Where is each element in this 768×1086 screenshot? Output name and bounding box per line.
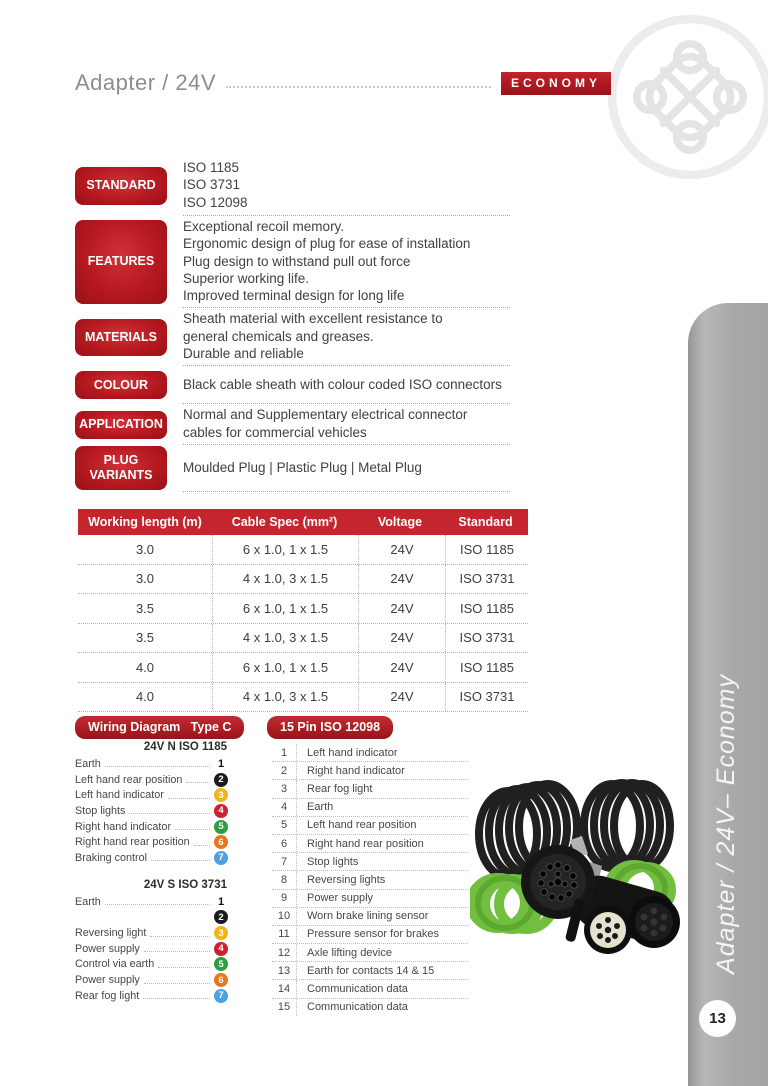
wiring-pin-label: Power supply xyxy=(75,974,140,987)
table-cell: 4.0 xyxy=(135,659,155,675)
pin15-number: 7 xyxy=(280,855,288,868)
table-cell: 24V xyxy=(358,535,445,564)
wiring-pin-row xyxy=(75,910,228,926)
table-cell: 24V xyxy=(358,653,445,682)
spec-line: Plug design to withstand pull out force xyxy=(183,253,411,269)
wiring-pin-leader xyxy=(143,997,210,999)
side-tab xyxy=(688,303,768,1086)
pin-number-circle: 4 xyxy=(214,942,228,956)
wiring-pin-row xyxy=(75,772,228,788)
table-cell: 3.5 xyxy=(135,630,155,646)
wiring-pin-label: Right hand indicator xyxy=(75,820,172,833)
wiring-pin-row xyxy=(75,834,228,850)
wiring-subtitle: 24V N ISO 1185 xyxy=(143,741,227,753)
pin15-label: Reversing lights xyxy=(296,871,468,888)
spec-section-2 xyxy=(75,308,510,366)
spec-line: Moulded Plug | Plastic Plug | Metal Plug xyxy=(183,459,422,475)
wiring-pin-row xyxy=(75,819,228,835)
economy-badge: ECONOMY xyxy=(501,72,611,95)
product-photo-coiled-cables xyxy=(470,770,690,966)
table-header-cell: Standard xyxy=(458,515,513,529)
spec-section-5 xyxy=(75,445,510,492)
table-cell: 3.5 xyxy=(135,600,155,616)
wiring-pin-row xyxy=(75,957,228,973)
spec-label: PLUG VARIANTS xyxy=(75,446,167,490)
pin15-row xyxy=(272,744,468,762)
spec-line: Exceptional recoil memory. xyxy=(183,219,345,234)
spec-line: Improved terminal design for long life xyxy=(183,288,405,304)
spec-section-4 xyxy=(75,404,510,445)
spec-label: FEATURES xyxy=(75,220,167,304)
table-cell: 4 x 1.0, 3 x 1.5 xyxy=(212,624,358,653)
wiring-pin-label: Left hand indicator xyxy=(75,789,164,802)
table-cell: 6 x 1.0, 1 x 1.5 xyxy=(212,653,358,682)
pin15-row xyxy=(272,890,468,908)
pin-number-circle: 3 xyxy=(214,926,228,940)
table-cell: 24V xyxy=(358,683,445,712)
pin-number-circle: 1 xyxy=(217,895,225,908)
pin-number-circle: 4 xyxy=(214,804,228,818)
wiring-pin-row xyxy=(75,925,228,941)
pin15-row xyxy=(272,962,468,980)
table-header-cell: Cable Spec (mm²) xyxy=(231,515,338,529)
pin15-number: 9 xyxy=(280,892,288,905)
wiring-pin-row xyxy=(75,803,228,819)
pin15-label: Stop lights xyxy=(296,853,468,870)
wiring-pin-leader xyxy=(186,781,210,783)
wiring-pin-label: Control via earth xyxy=(75,958,155,971)
wiring-pin-label: Earth xyxy=(75,757,101,770)
wiring-group-0 xyxy=(75,741,228,866)
table-cell: ISO 3731 xyxy=(445,565,528,594)
wiring-pin-leader xyxy=(144,950,210,952)
page-title: Adapter / 24V xyxy=(75,70,217,95)
spec-label: STANDARD xyxy=(75,167,167,205)
table-cell: ISO 1185 xyxy=(445,535,528,564)
wiring-subtitle: 24V S ISO 3731 xyxy=(143,878,227,891)
wiring-pin-leader xyxy=(194,844,210,846)
pin15-number: 11 xyxy=(278,928,290,941)
pin-number-circle: 6 xyxy=(214,973,228,987)
table-row xyxy=(78,653,528,683)
pin15-label: Left hand rear position xyxy=(296,817,468,834)
table-cell: 3.0 xyxy=(135,571,155,587)
spec-line: Durable and reliable xyxy=(183,346,304,362)
table-header-cell: Working length (m) xyxy=(88,515,202,529)
spec-line: cables for commercial vehicles xyxy=(183,424,367,440)
wiring-pin-row xyxy=(75,972,228,988)
spec-line: ISO 12098 xyxy=(183,194,248,210)
table-cell: 24V xyxy=(358,624,445,653)
wiring-pin-leader xyxy=(129,812,210,814)
pin15-number: 1 xyxy=(280,746,288,759)
pin15-list xyxy=(272,744,468,1016)
pin15-label: Rear fog light xyxy=(296,780,468,797)
table-cell: ISO 1185 xyxy=(445,653,528,682)
spec-line: Superior working life. xyxy=(183,270,310,286)
header-dotted-leader xyxy=(226,85,491,88)
pin15-number: 13 xyxy=(277,964,291,977)
spec-body xyxy=(183,156,510,216)
wiring-group-1 xyxy=(75,879,228,1004)
pin15-label: Pressure sensor for brakes xyxy=(296,926,468,943)
wiring-pin-label: Braking control xyxy=(75,851,148,864)
pin15-row xyxy=(272,853,468,871)
pin-number-circle: 2 xyxy=(214,773,228,787)
spec-body xyxy=(183,366,510,404)
wiring-pin-leader xyxy=(158,966,210,968)
table-row xyxy=(78,624,528,654)
pin-number-circle: 1 xyxy=(217,757,225,770)
pin15-number: 2 xyxy=(280,764,288,777)
wiring-pin-row xyxy=(75,850,228,866)
pin-number-circle: 2 xyxy=(214,910,228,924)
pin15-row xyxy=(272,762,468,780)
wiring-pin-label: Rear fog light xyxy=(75,989,140,1002)
pin15-number: 15 xyxy=(277,1001,291,1014)
pin15-label: Power supply xyxy=(296,890,468,907)
spec-line: general chemicals and greases. xyxy=(183,328,374,344)
pin15-row xyxy=(272,799,468,817)
pin-number-circle: 7 xyxy=(214,989,228,1003)
spec-body xyxy=(183,445,510,492)
table-cell: ISO 1185 xyxy=(445,594,528,623)
wiring-pin-label: Left hand rear position xyxy=(75,773,183,786)
pin15-badge: 15 Pin ISO 12098 xyxy=(267,716,393,739)
wiring-pin-row xyxy=(75,988,228,1004)
table-row xyxy=(78,683,528,713)
wiring-pin-row xyxy=(75,894,228,910)
pin15-number: 5 xyxy=(280,819,288,832)
wiring-diagram-list xyxy=(75,741,228,1004)
wiring-pin-leader xyxy=(175,828,210,830)
spec-label: COLOUR xyxy=(75,371,167,399)
pin15-number: 4 xyxy=(280,801,288,814)
pin15-row xyxy=(272,817,468,835)
table-row xyxy=(78,565,528,595)
spec-line: Black cable sheath with colour coded ISO connectors xyxy=(183,376,502,392)
spec-body xyxy=(183,404,510,445)
spec-line: Sheath material with excellent resistance to xyxy=(183,311,443,327)
pin15-row xyxy=(272,780,468,798)
spec-section-1 xyxy=(75,216,510,308)
wiring-pin-leader xyxy=(105,765,210,767)
table-cell: 24V xyxy=(358,594,445,623)
pin15-label: Axle lifting device xyxy=(296,944,468,961)
wiring-pin-leader xyxy=(151,859,210,861)
pin15-number: 10 xyxy=(277,910,291,923)
spec-label: APPLICATION xyxy=(75,411,167,439)
table-cell: 4 x 1.0, 3 x 1.5 xyxy=(212,683,358,712)
pin-number-circle: 3 xyxy=(214,788,228,802)
spec-table xyxy=(78,509,528,712)
spec-line: Normal and Supplementary electrical connector xyxy=(183,407,468,423)
wiring-pin-label: Earth xyxy=(75,895,101,908)
pin15-label: Communication data xyxy=(296,999,468,1016)
pin15-row xyxy=(272,999,468,1016)
pin15-label: Earth for contacts 14 & 15 xyxy=(296,962,468,979)
wiring-pin-leader xyxy=(150,935,210,937)
spec-sections xyxy=(75,156,510,492)
spec-label: MATERIALS xyxy=(75,319,167,356)
pin15-row xyxy=(272,908,468,926)
table-row xyxy=(78,535,528,565)
wiring-pin-row xyxy=(75,941,228,957)
pin-number-circle: 6 xyxy=(214,835,228,849)
pin15-label: Communication data xyxy=(296,980,468,997)
pin15-row xyxy=(272,835,468,853)
pin15-label: Left hand indicator xyxy=(296,744,468,761)
wiring-pin-leader xyxy=(144,982,210,984)
pin15-label: Worn brake lining sensor xyxy=(296,908,468,925)
side-tab-label: Adapter / 24V– Economy xyxy=(712,674,740,974)
pin15-row xyxy=(272,980,468,998)
pin15-label: Right hand rear position xyxy=(296,835,468,852)
table-row xyxy=(78,594,528,624)
wiring-pin-leader xyxy=(105,903,210,905)
spec-body xyxy=(183,308,510,366)
wiring-pin-label: Right hand rear position xyxy=(75,836,190,849)
brand-knot-logo-icon xyxy=(590,2,768,192)
table-cell: ISO 3731 xyxy=(445,624,528,653)
pin15-row xyxy=(272,926,468,944)
table-header-cell: Voltage xyxy=(377,515,423,529)
wiring-pin-leader xyxy=(168,797,210,799)
pin15-label: Earth xyxy=(296,799,468,816)
spec-body xyxy=(183,216,510,308)
spec-line: ISO 1185 xyxy=(183,160,240,176)
spec-section-0 xyxy=(75,156,510,216)
spec-line: Ergonomic design of plug for ease of installation xyxy=(183,236,471,252)
wiring-pin-row xyxy=(75,787,228,803)
pin-number-circle: 5 xyxy=(214,820,228,834)
pin15-number: 14 xyxy=(277,983,291,996)
table-cell: 6 x 1.0, 1 x 1.5 xyxy=(212,535,358,564)
wiring-pin-label: Power supply xyxy=(75,942,140,955)
table-cell: 4.0 xyxy=(135,689,155,705)
spec-section-3 xyxy=(75,366,510,404)
pin15-number: 6 xyxy=(280,837,288,850)
table-cell: 4 x 1.0, 3 x 1.5 xyxy=(212,565,358,594)
wiring-pin-row xyxy=(75,756,228,772)
table-cell: 3.0 xyxy=(135,541,155,557)
pin15-number: 3 xyxy=(280,782,288,795)
wiring-diagram-badge: Wiring Diagram Type C xyxy=(75,716,244,739)
table-cell: 24V xyxy=(358,565,445,594)
table-header-row xyxy=(78,509,528,535)
pin15-label: Right hand indicator xyxy=(296,762,468,779)
wiring-pin-label: Stop lights xyxy=(75,804,126,817)
pin-number-circle: 5 xyxy=(214,957,228,971)
page-number-badge: 13 xyxy=(699,1000,736,1037)
pin15-row xyxy=(272,944,468,962)
pin15-row xyxy=(272,871,468,889)
pin15-number: 12 xyxy=(277,946,291,959)
table-cell: 6 x 1.0, 1 x 1.5 xyxy=(212,594,358,623)
spec-line: ISO 3731 xyxy=(183,177,241,193)
wiring-pin-label: Reversing light xyxy=(75,927,147,940)
table-cell: ISO 3731 xyxy=(445,683,528,712)
page-header xyxy=(75,70,611,96)
pin15-number: 8 xyxy=(280,873,288,886)
pin-number-circle: 7 xyxy=(214,851,228,865)
